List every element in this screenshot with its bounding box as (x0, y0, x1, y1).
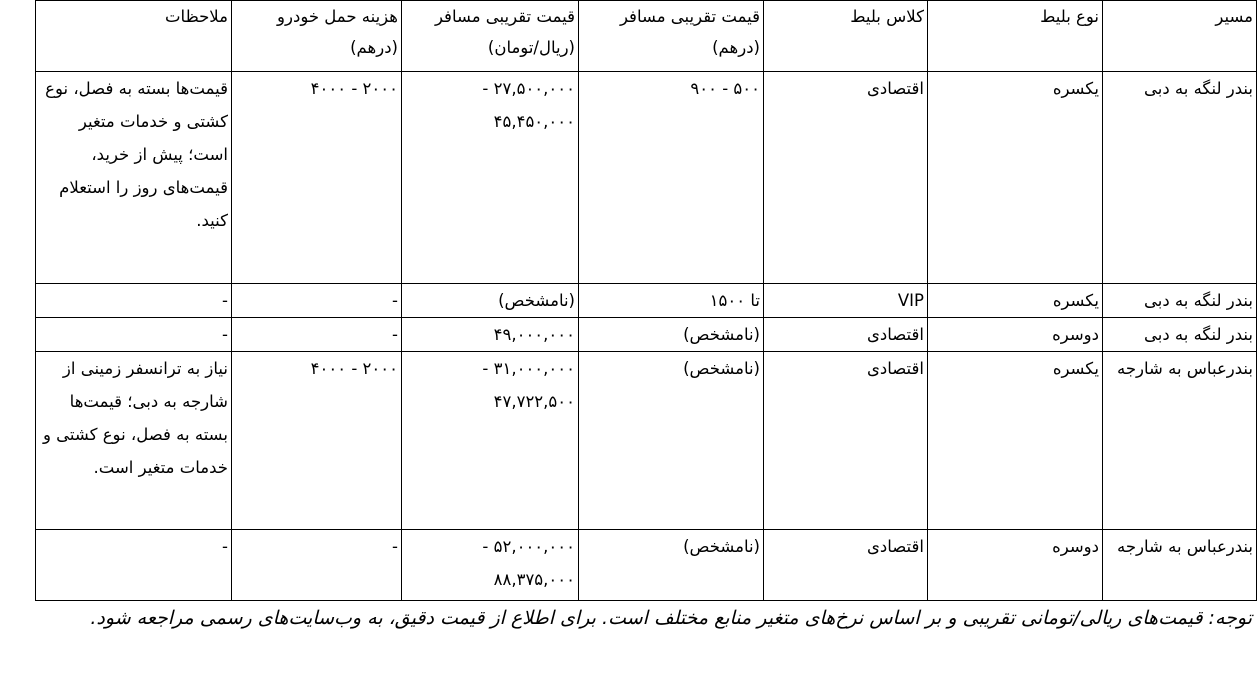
cell-route: بندرعباس به شارجه (1103, 352, 1257, 530)
cell-price-aed: ۵۰۰ - ۹۰۰ (579, 72, 764, 284)
cell-notes: - (36, 318, 232, 352)
cell-notes: - (36, 284, 232, 318)
cell-price-aed: (نامشخص) (579, 318, 764, 352)
cell-ticket-type: یکسره (928, 284, 1103, 318)
cell-ticket-class: اقتصادی (764, 72, 928, 284)
cell-route: بندر لنگه به دبی (1103, 318, 1257, 352)
cell-ticket-type: دوسره (928, 530, 1103, 601)
cell-price-rial: ۲۷,۵۰۰,۰۰۰ - ۴۵,۴۵۰,۰۰۰ (402, 72, 579, 284)
cell-ticket-type: یکسره (928, 72, 1103, 284)
header-price-aed: قیمت تقریبی مسافر (درهم) (579, 1, 764, 72)
ferry-price-table-container (35, 0, 1256, 601)
cell-vehicle-cost: - (232, 318, 402, 352)
cell-route: بندر لنگه به دبی (1103, 72, 1257, 284)
table-row (36, 284, 1257, 318)
cell-price-rial: ۵۲,۰۰۰,۰۰۰ - ۸۸,۳۷۵,۰۰۰ (402, 530, 579, 601)
cell-price-rial: (نامشخص) (402, 284, 579, 318)
cell-notes: - (36, 530, 232, 601)
table-row (36, 72, 1257, 284)
cell-ticket-class: اقتصادی (764, 318, 928, 352)
cell-vehicle-cost: ۲۰۰۰ - ۴۰۰۰ (232, 352, 402, 530)
header-ticket-class: کلاس بلیط (764, 1, 928, 72)
cell-price-aed: تا ۱۵۰۰ (579, 284, 764, 318)
header-notes: ملاحظات (36, 1, 232, 72)
cell-notes: نیاز به ترانسفر زمینی از شارجه به دبی؛ قیمت‌ها بسته به فصل، نوع کشتی و خدمات متغیر است. (36, 352, 232, 530)
header-ticket-type: نوع بلیط (928, 1, 1103, 72)
table-row (36, 530, 1257, 601)
cell-route: بندر لنگه به دبی (1103, 284, 1257, 318)
cell-price-aed: (نامشخص) (579, 530, 764, 601)
cell-price-aed: (نامشخص) (579, 352, 764, 530)
cell-price-rial: ۴۹,۰۰۰,۰۰۰ (402, 318, 579, 352)
header-route: مسیر (1103, 1, 1257, 72)
header-price-rial: قیمت تقریبی مسافر (ریال/تومان) (402, 1, 579, 72)
ferry-price-table (35, 0, 1257, 601)
cell-ticket-type: یکسره (928, 352, 1103, 530)
cell-vehicle-cost: ۲۰۰۰ - ۴۰۰۰ (232, 72, 402, 284)
header-vehicle-cost: هزینه حمل خودرو (درهم) (232, 1, 402, 72)
cell-ticket-class: اقتصادی (764, 530, 928, 601)
cell-notes: قیمت‌ها بسته به فصل، نوع کشتی و خدمات متغیر است؛ پیش از خرید، قیمت‌های روز را استعلام کنید. (36, 72, 232, 284)
table-row (36, 352, 1257, 530)
footnote: توجه: قیمت‌های ریالی/تومانی تقریبی و بر اساس نرخ‌های متغیر منابع مختلف است. برای اطلاع از قیمت دقیق، به وب‌سایت‌های رسمی مراجعه شود. (90, 607, 1252, 629)
cell-price-rial: ۳۱,۰۰۰,۰۰۰ - ۴۷,۷۲۲,۵۰۰ (402, 352, 579, 530)
cell-ticket-class: اقتصادی (764, 352, 928, 530)
cell-vehicle-cost: - (232, 284, 402, 318)
cell-vehicle-cost: - (232, 530, 402, 601)
table-header-row (36, 1, 1257, 72)
cell-route: بندرعباس به شارجه (1103, 530, 1257, 601)
cell-ticket-type: دوسره (928, 318, 1103, 352)
cell-ticket-class: VIP (764, 284, 928, 318)
table-row (36, 318, 1257, 352)
